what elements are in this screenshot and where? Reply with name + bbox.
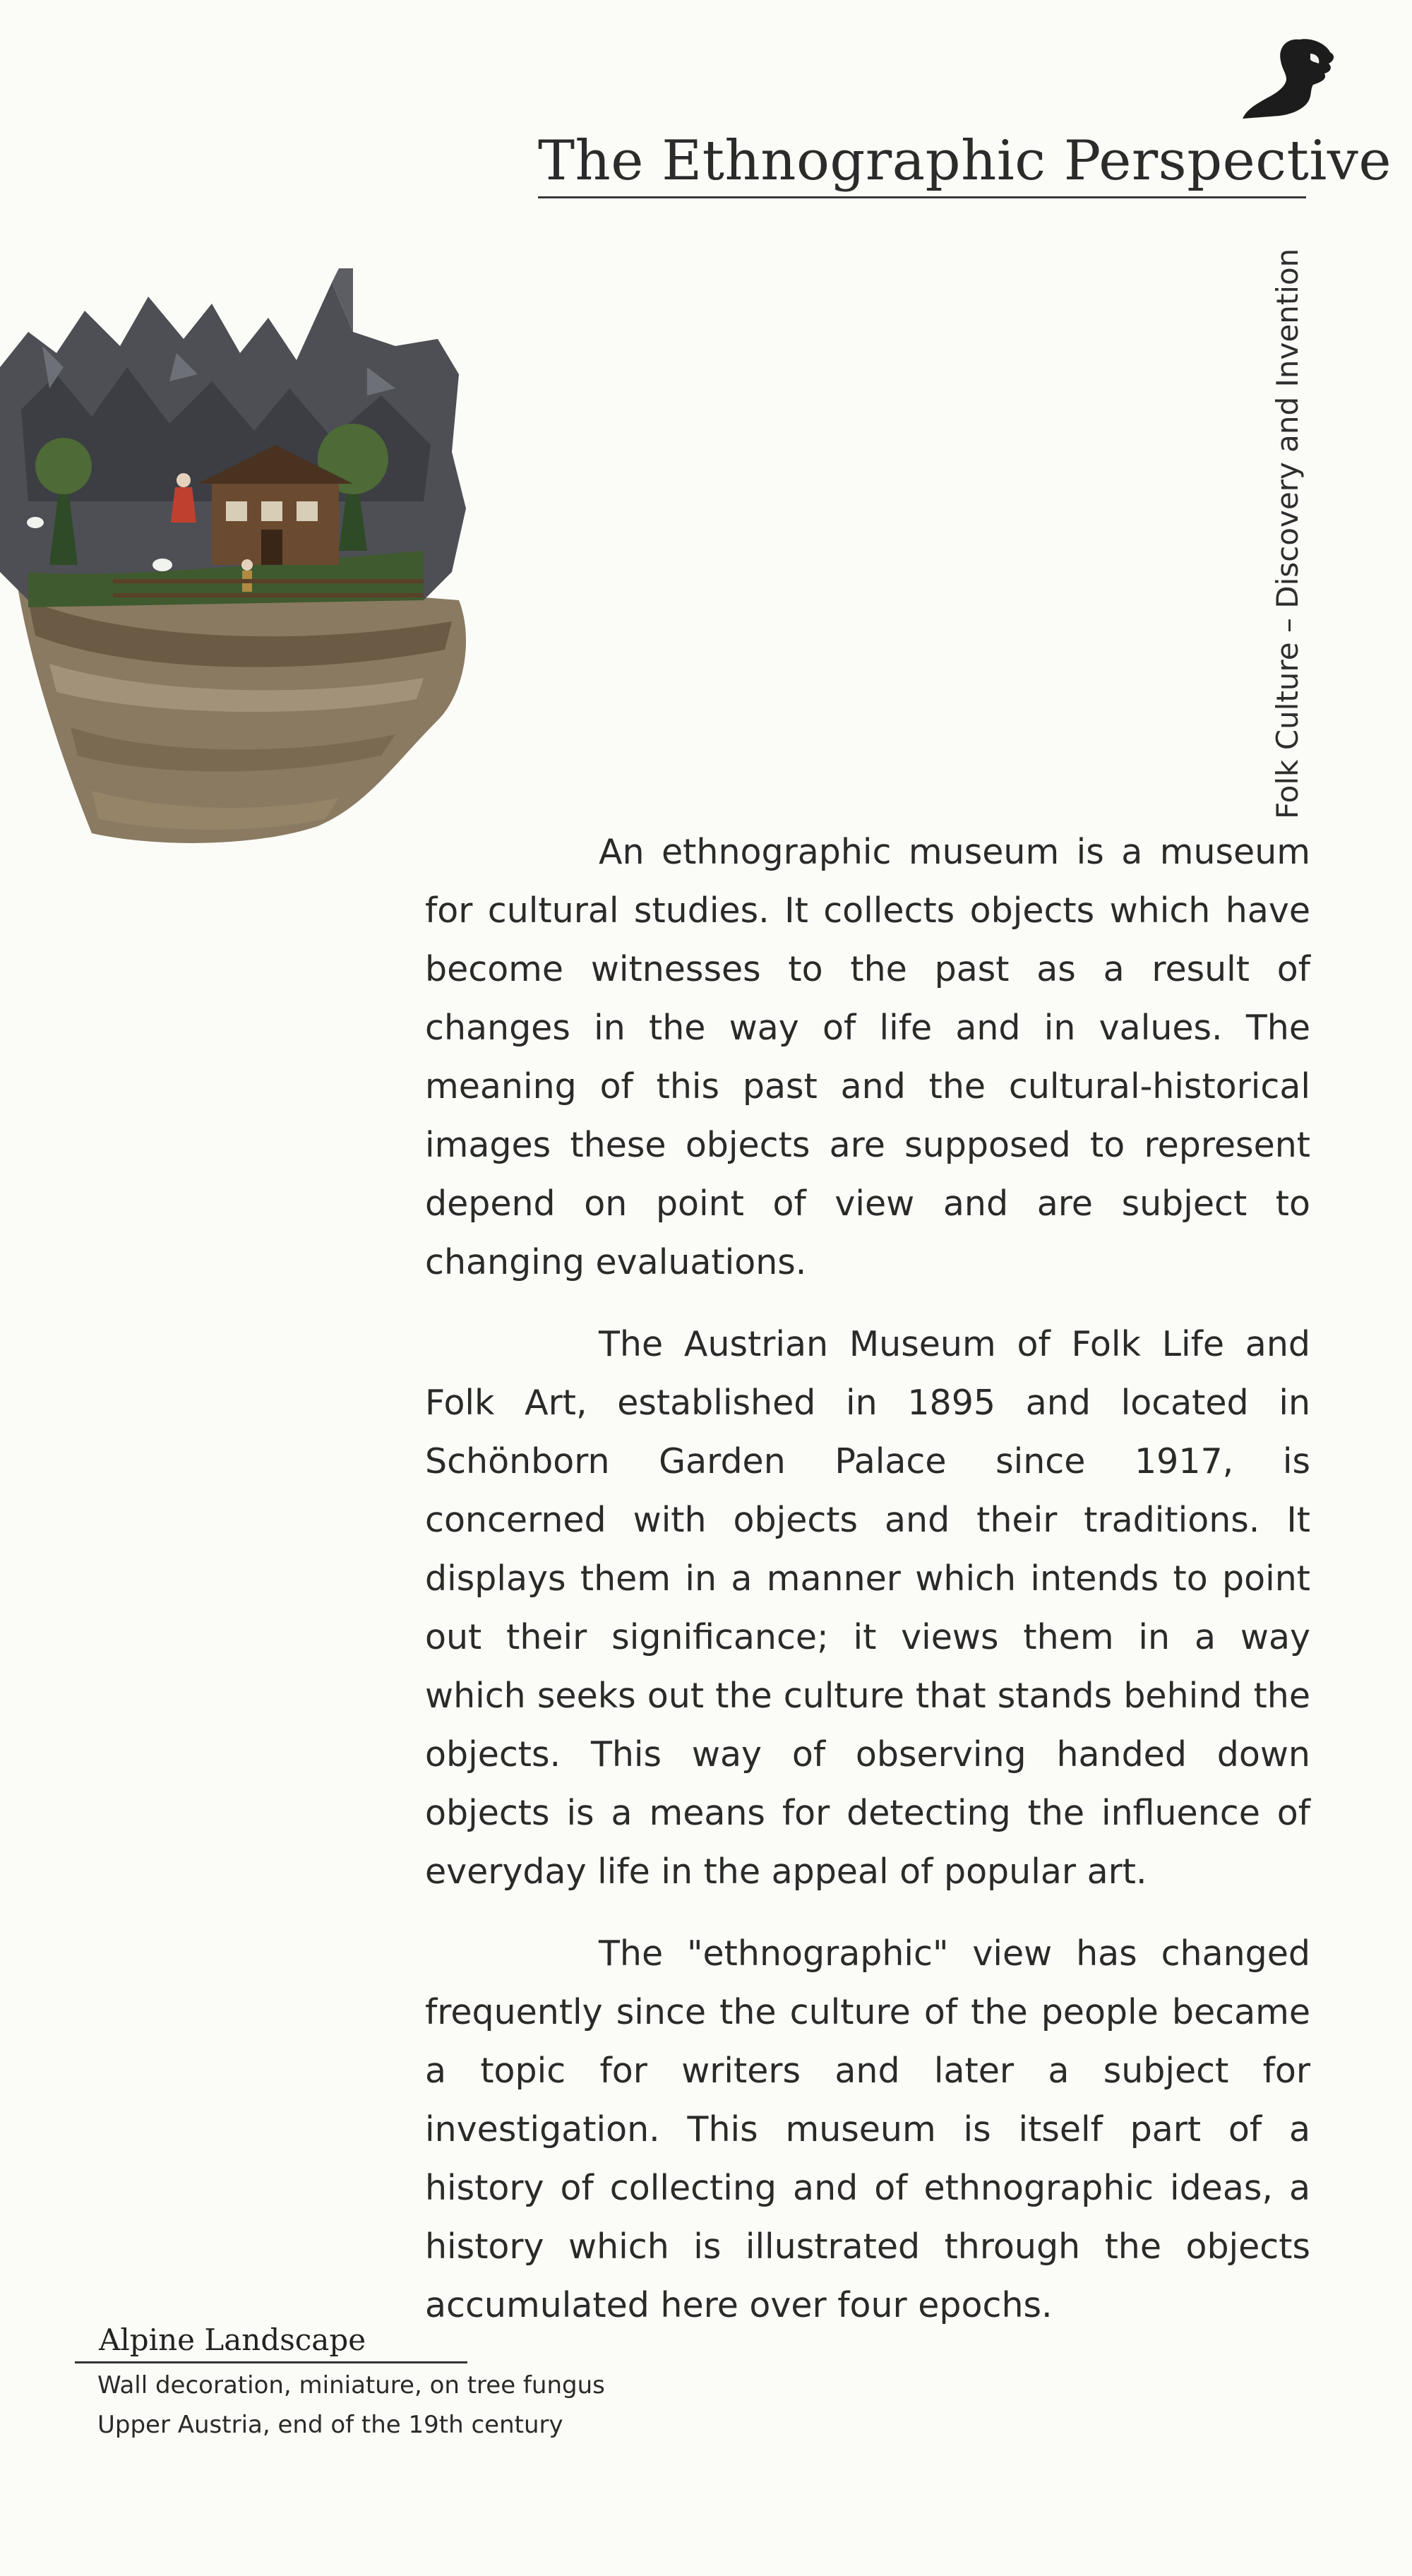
article-body	[425, 823, 1310, 2358]
paragraph: The Austrian Museum of Folk Life and Folk Art, established in 1895 and located in Schönborn Garden Palace since 1917, is concerned with objects and their traditions. It displays them in a manner which intends to point out their significance; it views them in a way which seeks out the culture that stands behind the objects. This way of observing handed down objects is a means for detecting the influence of everyday life in the appeal of popular art.	[425, 1324, 1310, 1892]
alpine-landscape-image	[0, 268, 480, 854]
side-section-label: Folk Culture – Discovery and Invention	[1270, 248, 1305, 819]
caption-line: Upper Austria, end of the 19th century	[97, 2411, 563, 2439]
title-underline	[538, 196, 1306, 198]
caption-underline	[75, 2361, 467, 2363]
paragraph: The "ethnographic" view has changed frequently since the culture of the people became a topic for writers and later a subject for investigation. This museum is itself part of a history of collecting and of ethnographic ideas, a history which is illustrated through the objects accumulated here over four epochs.	[425, 1933, 1310, 2325]
page-title: The Ethnographic Perspective	[538, 129, 1392, 193]
caption-title: Alpine Landscape	[99, 2322, 366, 2357]
figure-head-logo-icon	[1237, 32, 1341, 124]
paragraph: An ethnographic museum is a museum for cultural studies. It collects objects which have become witnesses to the past as a result of changes in the way of life and in values. The meaning of this past and the cultural-historical images these objects are supposed to represent depend on point of view and are subject to changing evaluations.	[425, 832, 1310, 1282]
image-caption	[97, 2320, 733, 2445]
caption-line: Wall decoration, miniature, on tree fungus	[97, 2371, 605, 2399]
